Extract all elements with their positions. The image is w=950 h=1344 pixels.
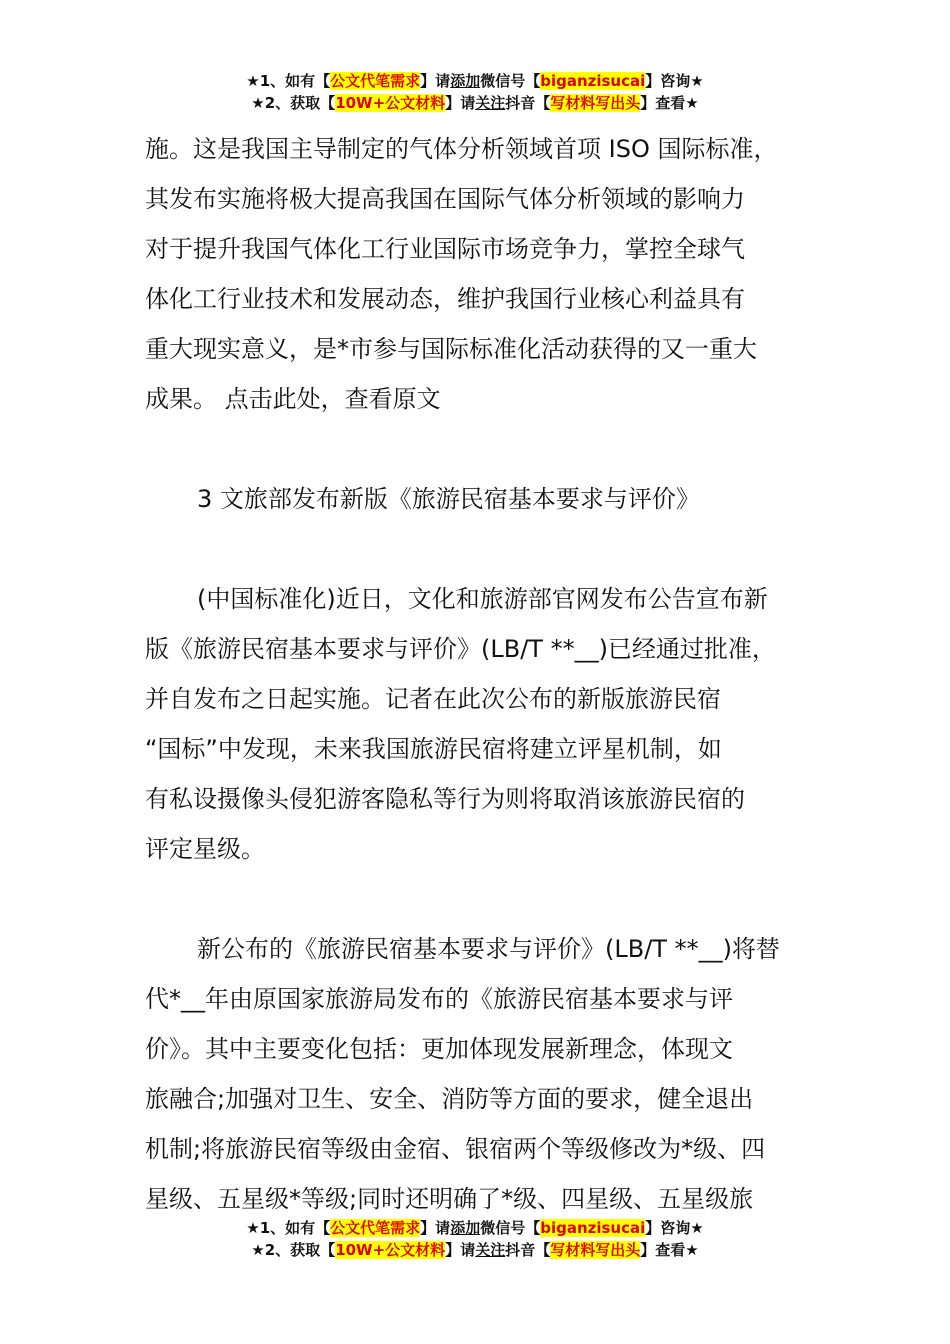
footer-line-2: ★2、获取【10W+公文材料】请关注抖音【写材料写出头】查看★ — [251, 1241, 699, 1259]
paragraph-1: 施。这是我国主导制定的气体分析领域首项 ISO 国际标准， 其发布实施将极大提高我国在国际气体分析领域的影响力 对于提升我国气体化工行业国际市场竞争力，掌控全球气 体化工行业技术和发展动态，维护我国行业核心利益具有 重大现实意义，是*市参与国际标准化活动获得的又一重大 成果。 点击此处，查看原文 — [145, 135, 778, 413]
footer-highlight-douyin-id: 写材料写出头 — [550, 1241, 641, 1259]
highlight-wechat-id: biganzisucai — [540, 72, 646, 90]
paragraph-2: (中国标准化)近日，文化和旅游部官网发布公告宣布新 版《旅游民宿基本要求与评价》(LB/T **__)已经通过批准， 并自发布之日起实施。记者在此次公布的新版旅游民宿 “国标”中发现，未来我国旅游民宿将建立评星机制，如 有私设摄像头侵犯游客隐私等行为则将取消该旅游民宿的 评定星级。 — [145, 585, 776, 863]
footer-highlight-service: 公文代笔需求 — [330, 1219, 421, 1237]
banner-line-1: ★1、如有【公文代笔需求】请添加微信号【biganzisucai】咨询★ — [246, 72, 704, 90]
highlight-douyin-id: 写材料写出头 — [550, 94, 641, 112]
section-heading: 3 文旅部发布新版《旅游民宿基本要求与评价》 — [197, 485, 700, 513]
banner-line-2: ★2、获取【10W+公文材料】请关注抖音【写材料写出头】查看★ — [251, 94, 699, 112]
document-body — [145, 124, 807, 1224]
footer-line-1: ★1、如有【公文代笔需求】请添加微信号【biganzisucai】咨询★ — [246, 1219, 704, 1237]
paragraph-3: 新公布的《旅游民宿基本要求与评价》(LB/T **__)将替 代*__年由原国家旅游局发布的《旅游民宿基本要求与评 价》。其中主要变化包括：更加体现发展新理念，体现文 旅融合;加强对卫生、安全、消防等方面的要求，健全退出 机制;将旅游民宿等级由金宿、银宿两个等级修改为*级、四 星级、五星级*等级;同时还明确了*级、四星级、五星级旅 — [145, 935, 780, 1213]
footer-banner — [0, 1217, 950, 1261]
footer-highlight-wechat-id: biganzisucai — [540, 1219, 646, 1237]
highlight-materials: 10W+公文材料 — [335, 94, 446, 112]
highlight-service: 公文代笔需求 — [330, 72, 421, 90]
header-banner — [0, 70, 950, 114]
footer-highlight-materials: 10W+公文材料 — [335, 1241, 446, 1259]
